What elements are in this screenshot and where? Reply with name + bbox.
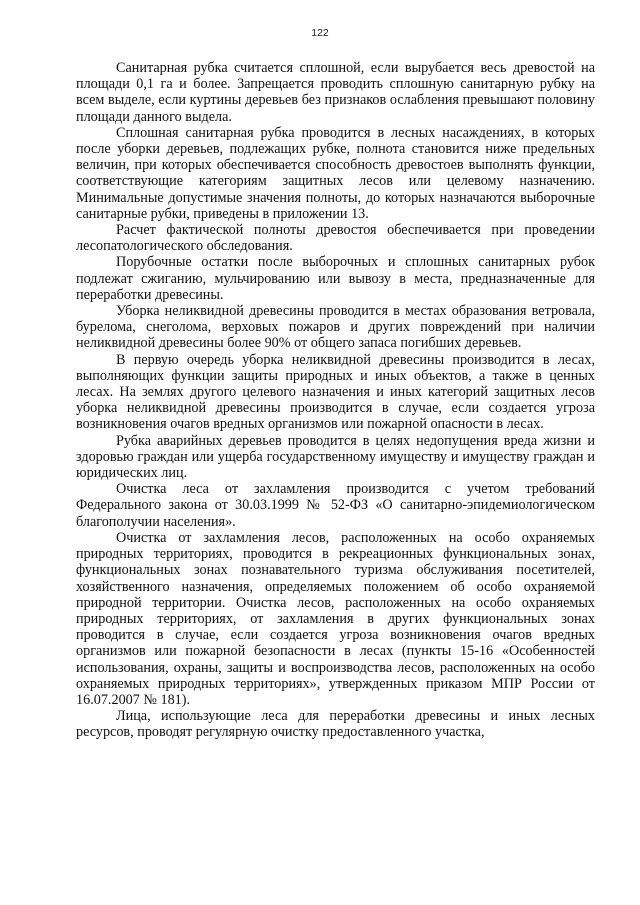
- paragraph-5: Уборка неликвидной древесины проводится в местах образования ветровала, бурелома, снеголома, верховых пожаров и других повреждений при наличии неликвидной древесины более 90% от общего запаса погибших деревьев.: [76, 303, 595, 352]
- paragraph-7: Рубка аварийных деревьев проводится в целях недопущения вреда жизни и здоровью граждан или ущерба государственному имуществу и имуществу граждан и юридических лиц.: [76, 432, 595, 482]
- paragraph-1: Санитарная рубка считается сплошной, если вырубается весь древостой на площади 0,1 га и более. Запрещается проводить сплошную санитарную рубку на всем выделе, если куртины деревьев без признаков ослабления превышают половину площади данного выдела.: [76, 60, 595, 125]
- paragraph-2: Сплошная санитарная рубка проводится в лесных насаждениях, в которых после уборки деревьев, подлежащих рубке, полнота становится ниже предельных величин, при которых обеспечивается способность древостоев выполнять функции, соответствующие категориям защитных лесов или целевому назначению. Минимальные допустимые значения полноты, до которых назначаются выборочные санитарные рубки, приведены в приложении 13.: [76, 124, 595, 222]
- paragraph-3: Расчет фактической полноты древостоя обеспечивается при проведении лесопатологического обследования.: [76, 222, 595, 255]
- paragraph-10: Лица, использующие леса для переработки древесины и иных лесных ресурсов, проводят регулярную очистку предоставленного участка,: [76, 708, 595, 741]
- paragraph-4: Порубочные остатки после выборочных и сплошных санитарных рубок подлежат сжиганию, мульчированию или вывозу в места, предназначенные для переработки древесины.: [76, 254, 595, 303]
- paragraph-8: Очистка леса от захламления производится с учетом требований Федерального закона от 30.03.1999 № 52-ФЗ «О санитарно-эпидемиологическом благополучии населения».: [76, 481, 595, 530]
- page-number: 122: [311, 27, 329, 39]
- paragraph-9: Очистка от захламления лесов, расположенных на особо охраняемых природных территориях, проводится в рекреационных функциональных зонах, функциональных зонах познавательного туризма обслуживания посетителей, хозяйственного назначения, определяемых положением об особо охраняемой природной территории. Очистка лесов, расположенных на особо охраняемых природных территориях, от захламления в других функциональных зонах проводится в случае, если создается угроза возникновения очагов вредных организмов или пожарной безопасности в лесах (пункты 15-16 «Особенностей использования, охраны, защиты и воспроизводства лесов, расположенных на особо охраняемых природных территориях», утвержденных приказом МПР России от 16.07.2007 № 181).: [76, 529, 595, 708]
- document-body: [76, 60, 595, 741]
- paragraph-6: В первую очередь уборка неликвидной древесины производится в лесах, выполняющих функции защиты природных и иных объектов, а также в ценных лесах. На землях другого целевого назначения и иных категорий защитных лесов уборка неликвидной древесины производится в случае, если создается угроза возникновения очагов вредных организмов или пожарной опасности в лесах.: [76, 351, 595, 433]
